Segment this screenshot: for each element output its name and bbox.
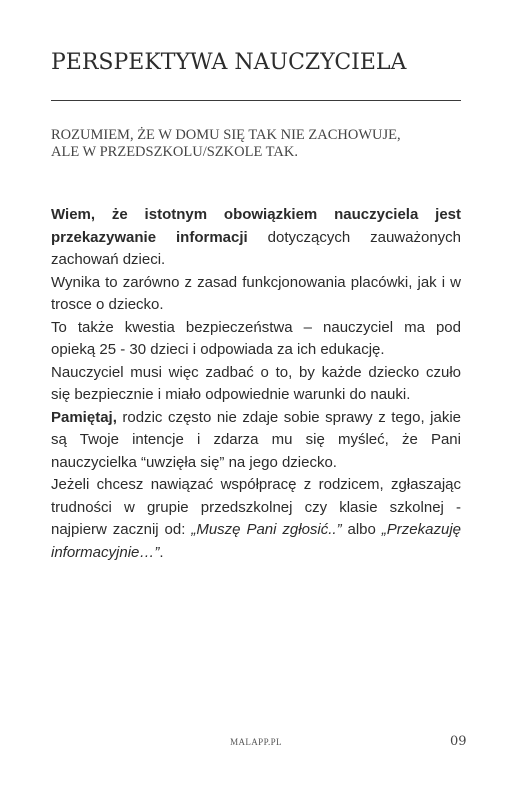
- page-title: PERSPEKTYWA NAUCZYCIELA: [51, 50, 407, 75]
- body-text: [51, 204, 461, 564]
- paragraph-4: Nauczyciel musi więc zadbać o to, by każde dziecko czuło się bezpiecznie i miało odpowiednie warunki do nauki.: [51, 363, 461, 403]
- paragraph-1-text: dotyczących zauważonych zachowań dzieci.: [51, 228, 461, 268]
- paragraph-3: To także kwestia bezpieczeństwa – nauczyciel ma pod opieką 25 - 30 dzieci i odpowiada za ich edukację.: [51, 318, 461, 358]
- paragraph-6: [51, 474, 461, 564]
- quote-2: „Przekazuję informacyjnie…”: [51, 521, 461, 561]
- subtitle-line-1: ROZUMIEM, ŻE W DOMU SIĘ TAK NIE ZACHOWUJE,: [51, 127, 401, 143]
- quote-1: „Muszę Pani zgłosić..”: [191, 521, 342, 538]
- paragraph-1: [51, 204, 461, 272]
- paragraph-6-text: Jeżeli chcesz nawiązać współpracę z rodzicem, zgłaszając trudności w grupie przedszkolnej czy klasie szkolnej - najpierw zacznij od:: [51, 476, 461, 538]
- paragraph-5: [51, 407, 461, 475]
- page-number: 09: [450, 734, 467, 749]
- footer-site: MALAPP.PL: [230, 737, 282, 747]
- subtitle-line-2: ALE W PRZEDSZKOLU/SZKOLE TAK.: [51, 144, 298, 160]
- section-subtitle: [51, 127, 461, 161]
- paragraph-2: Wynika to zarówno z zasad funkcjonowania placówki, jak i w trosce o dziecko.: [51, 273, 461, 313]
- paragraph-5-bold: Pamiętaj,: [51, 408, 117, 426]
- title-divider: [51, 100, 461, 101]
- paragraph-6-middle: albo: [341, 521, 382, 538]
- paragraph-1-bold: Wiem, że istotnym obowiązkiem nauczyciela jest przekazywanie informacji: [51, 206, 461, 246]
- paragraph-5-text: rodzic często nie zdaje sobie sprawy z tego, jakie są Twoje intencje i zdarza mu się myśleć, że Pani nauczycielka “uwzięła się” na jego dziecko.: [51, 408, 461, 471]
- paragraph-6-end: .: [159, 543, 164, 561]
